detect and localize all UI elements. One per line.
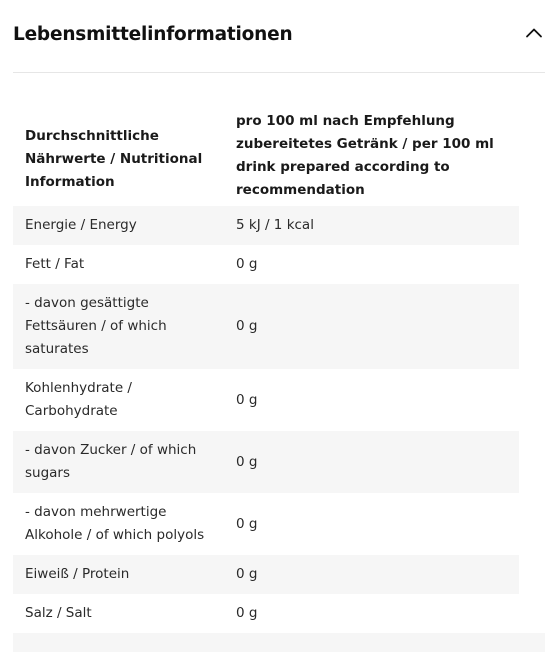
nutrient-label: Salz / Salt bbox=[25, 605, 92, 621]
table-row bbox=[13, 555, 519, 594]
nutrient-label: - davon mehrwertige Alkohole / of which polyols bbox=[25, 504, 205, 543]
nutrient-label: Kohlenhydrate / Carbohydrate bbox=[25, 380, 132, 419]
nutrient-value: 0 g bbox=[236, 256, 258, 272]
accordion-header[interactable] bbox=[13, 0, 545, 73]
nutrient-label: Fett / Fat bbox=[25, 256, 85, 272]
table-header-row bbox=[13, 106, 519, 206]
table-row bbox=[13, 369, 519, 431]
column-header-per-100ml: pro 100 ml nach Empfehlung zubereitetes Getränk / per 100 ml drink prepared according to recommendation bbox=[236, 113, 494, 198]
table-row bbox=[13, 245, 519, 284]
nutrient-value: 5 kJ / 1 kcal bbox=[236, 217, 314, 233]
next-section-strip bbox=[13, 633, 545, 652]
column-header-nutrient: Durchschnittliche Nährwerte / Nutritional Information bbox=[25, 127, 203, 190]
accordion-title: Lebensmittelinformationen bbox=[13, 24, 293, 45]
table-row bbox=[13, 594, 519, 633]
table-row bbox=[13, 284, 519, 369]
nutrient-label: - davon gesättigte Fettsäuren / of which saturates bbox=[25, 295, 167, 357]
nutrient-label: - davon Zucker / of which sugars bbox=[25, 442, 197, 481]
nutrient-value: 0 g bbox=[236, 605, 258, 621]
nutrient-value: 0 g bbox=[236, 566, 258, 582]
chevron-up-icon[interactable] bbox=[525, 24, 543, 42]
table-row bbox=[13, 493, 519, 555]
nutrient-value: 0 g bbox=[236, 318, 258, 334]
nutrient-label: Energie / Energy bbox=[25, 217, 137, 233]
nutrition-table bbox=[13, 106, 519, 633]
nutrient-value: 0 g bbox=[236, 453, 258, 470]
nutrient-value: 0 g bbox=[236, 391, 258, 408]
nutrient-value: 0 g bbox=[236, 515, 258, 532]
table-row bbox=[13, 206, 519, 245]
table-row bbox=[13, 431, 519, 493]
nutrient-label: Eiweiß / Protein bbox=[25, 566, 130, 582]
